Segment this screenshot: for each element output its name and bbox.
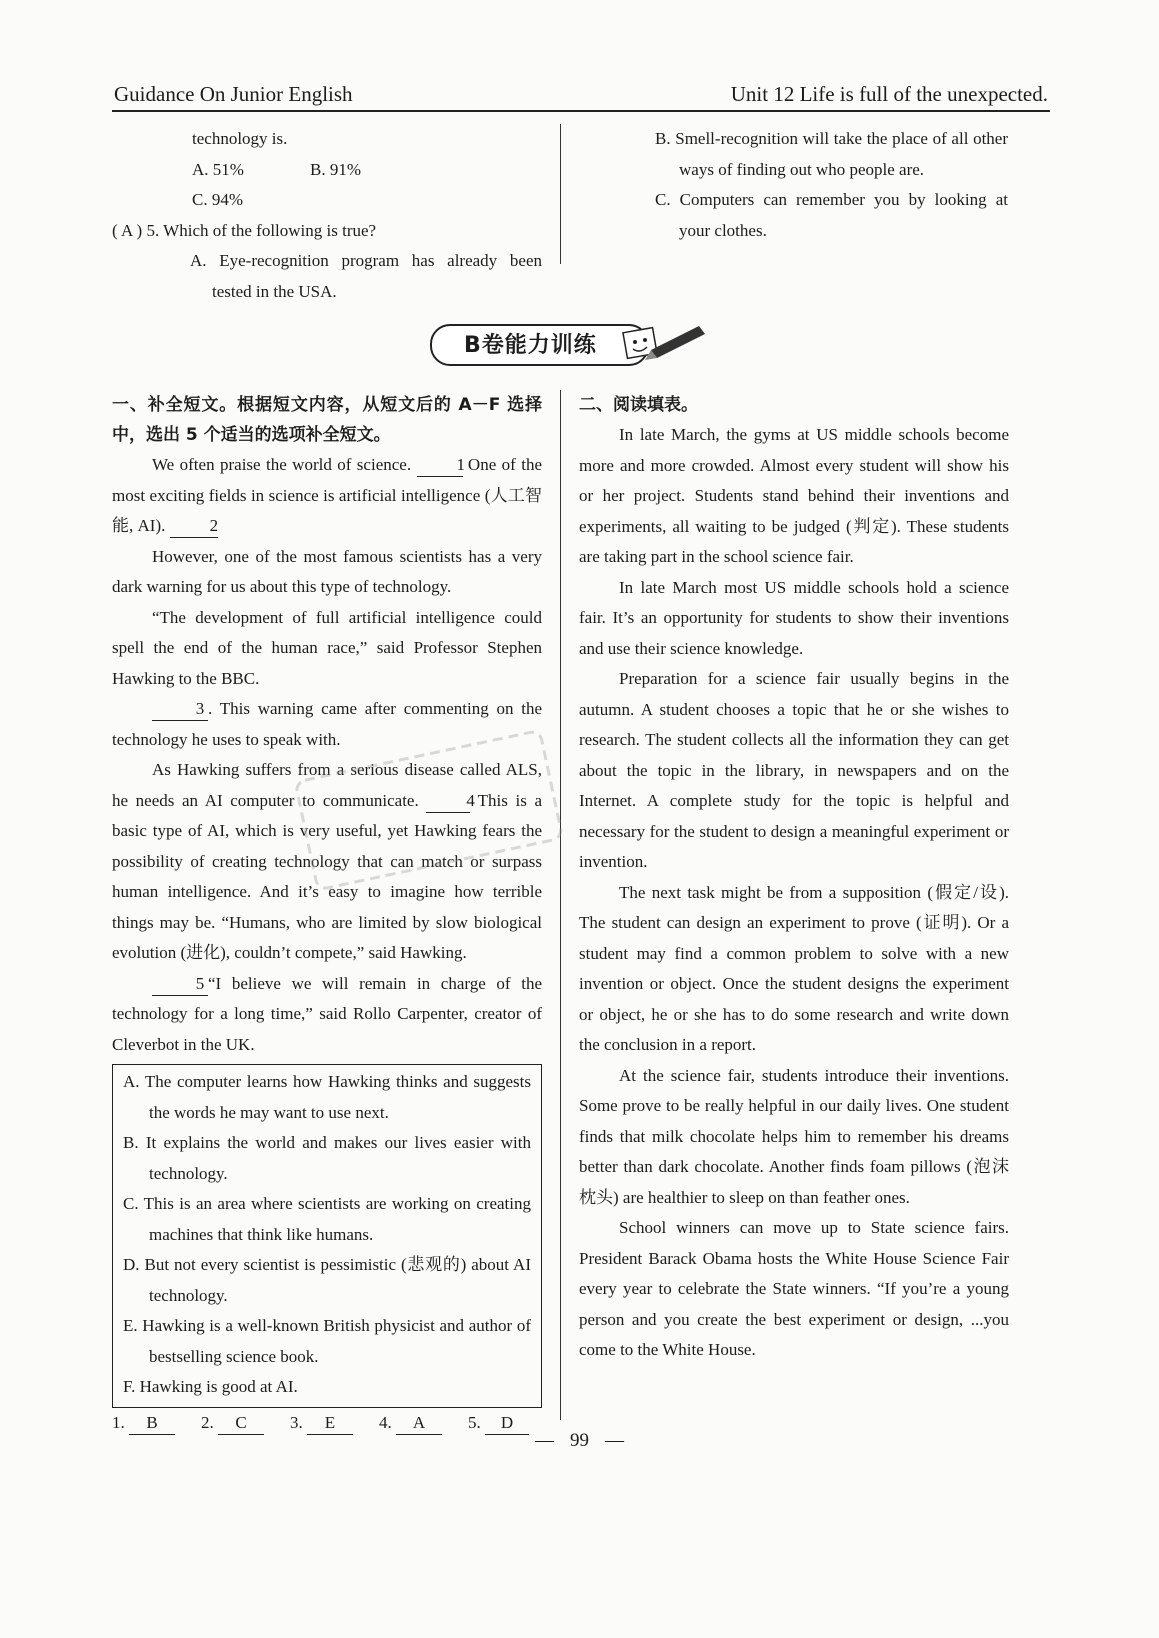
answer-1: 1. B [112, 1408, 201, 1439]
q5-question-line [112, 216, 542, 247]
pencil-icon [615, 320, 710, 366]
top-divider [560, 124, 561, 264]
blank-3: 3 [152, 698, 208, 721]
section1 [112, 390, 542, 1438]
q5-option-b: B. Smell-recognition will take the place of all other ways of finding out who people are. [655, 129, 1008, 179]
section2 [579, 390, 1009, 1366]
q4-continuation: technology is. [192, 129, 288, 148]
answer-3: 3. E [290, 1408, 379, 1439]
q4-options [112, 155, 542, 216]
section1-paragraph-2: However, one of the most famous scientists has a very dark warning for us about this type of technology. [112, 546, 542, 596]
top-right-block [655, 124, 1008, 246]
section2-paragraph-3: Preparation for a science fair usually begins in the autumn. A student chooses a topic that he or she wishes to research. The student collects all the information they can get about the topic in the library, in newspapers and on the Internet. A complete study for the topic is helpful and necessary for the student to design a meaningful experiment or invention. [579, 669, 1009, 871]
section1-title: 一、补全短文。根据短文内容，从短文后的 A－F 选择中，选出 5 个适当的选项补全短文。 [112, 395, 542, 445]
q5-option-c: C. Computers can remember you by looking at your clothes. [655, 190, 1008, 240]
q5-option-a: A. Eye-recognition program has already been tested in the USA. [190, 251, 542, 301]
answer-5: 5. D [468, 1408, 538, 1439]
blank-4: 4 [426, 790, 470, 813]
banner-label: B卷能力训练 [464, 333, 597, 358]
section2-paragraph-5: At the science fair, students introduce their inventions. Some prove to be really helpful in our daily lives. One student finds that milk chocolate helps him to remember his dreams better than dark chocolate. Another finds foam pillows (泡沫枕头) are healthier to sleep on than feather ones. [579, 1065, 1009, 1207]
unit-title: Unit 12 Life is full of the unexpected. [730, 82, 1048, 106]
section-banner [430, 320, 710, 366]
section1-paragraph-6: 5 “I believe we will remain in charge of the technology for a long time,” said Rollo Carpenter, creator of Cleverbot in the UK. [112, 973, 542, 1054]
answer-4: 4. A [379, 1408, 468, 1439]
blank-5: 5 [152, 973, 208, 996]
section2-paragraph-1: In late March, the gyms at US middle schools become more and more crowded. Almost every student will show his or her project. Students stand behind their inventions and experiments, all waiting to be judged (判定). These students are taking part in the school science fair. [579, 425, 1009, 566]
option-e: E. Hawking is a well-known British physicist and author of bestselling science book. [123, 1316, 531, 1366]
section2-paragraph-4: The next task might be from a supposition (假定/设). The student can design an experiment to prove (证明). Or a student may find a common problem to solve with a new invention or object. Once the student designs the experiment or object, he or she has to do some research and write down the conclusion in a report. [579, 882, 1009, 1054]
option-c: C. This is an area where scientists are working on creating machines that think like humans. [123, 1194, 531, 1244]
section1-paragraph-1: We often praise the world of science. 1 One of the most exciting fields in science is artificial intelligence (人工智能, AI). 2 [112, 450, 542, 542]
top-left-block [112, 124, 542, 307]
option-d: D. But not every scientist is pessimistic (悲观的) about AI technology. [123, 1255, 531, 1305]
column-divider [560, 390, 561, 1420]
blank-2: 2 [170, 515, 218, 538]
section1-paragraph-3: “The development of full artificial intelligence could spell the end of the human race,” said Professor Stephen Hawking to the BBC. [112, 607, 542, 688]
q5-question: 5. Which of the following is true? [146, 220, 377, 240]
section2-title: 二、阅读填表。 [579, 395, 698, 415]
q4-option-b: B. 91% [310, 159, 361, 179]
section1-paragraph-4: 3 . This warning came after commenting on the technology he uses to speak with. [112, 699, 542, 749]
q4-option-a: A. 51% [192, 159, 244, 179]
section2-paragraph-2: In late March most US middle schools hold a science fair. It’s an opportunity for students to show their inventions and use their science knowledge. [579, 577, 1009, 658]
option-a: A. The computer learns how Hawking thinks and suggests the words he may want to use next. [123, 1072, 531, 1122]
q5-answer-mark: ( A ) [112, 220, 143, 240]
option-f: F. Hawking is good at AI. [123, 1377, 298, 1396]
section1-paragraph-5: As Hawking suffers from a serious disease called ALS, he needs an AI computer to communicate. 4 This is a basic type of AI, which is very useful, yet Hawking fears the possibility of creating technology that can match or surpass human intelligence. And it’s easy to imagine how terrible things may be. “Humans, who are limited by slow biological evolution (进化), couldn’t compete,” said Hawking. [112, 760, 543, 962]
answer-2: 2. C [201, 1408, 290, 1439]
blank-1: 1 [417, 454, 463, 477]
book-title: Guidance On Junior English [114, 82, 353, 106]
section2-paragraph-6: School winners can move up to State science fairs. President Barack Obama hosts the White House Science Fair every year to celebrate the State winners. “If you’re a young person and you create the best experiment or design, ...you come to the White House. [579, 1218, 1009, 1359]
q4-option-c: C. 94% [192, 190, 243, 209]
option-b: B. It explains the world and makes our lives easier with technology. [123, 1133, 531, 1183]
page-header [112, 78, 1050, 112]
options-box [112, 1064, 542, 1408]
page-number: — 99 — [535, 1430, 624, 1451]
